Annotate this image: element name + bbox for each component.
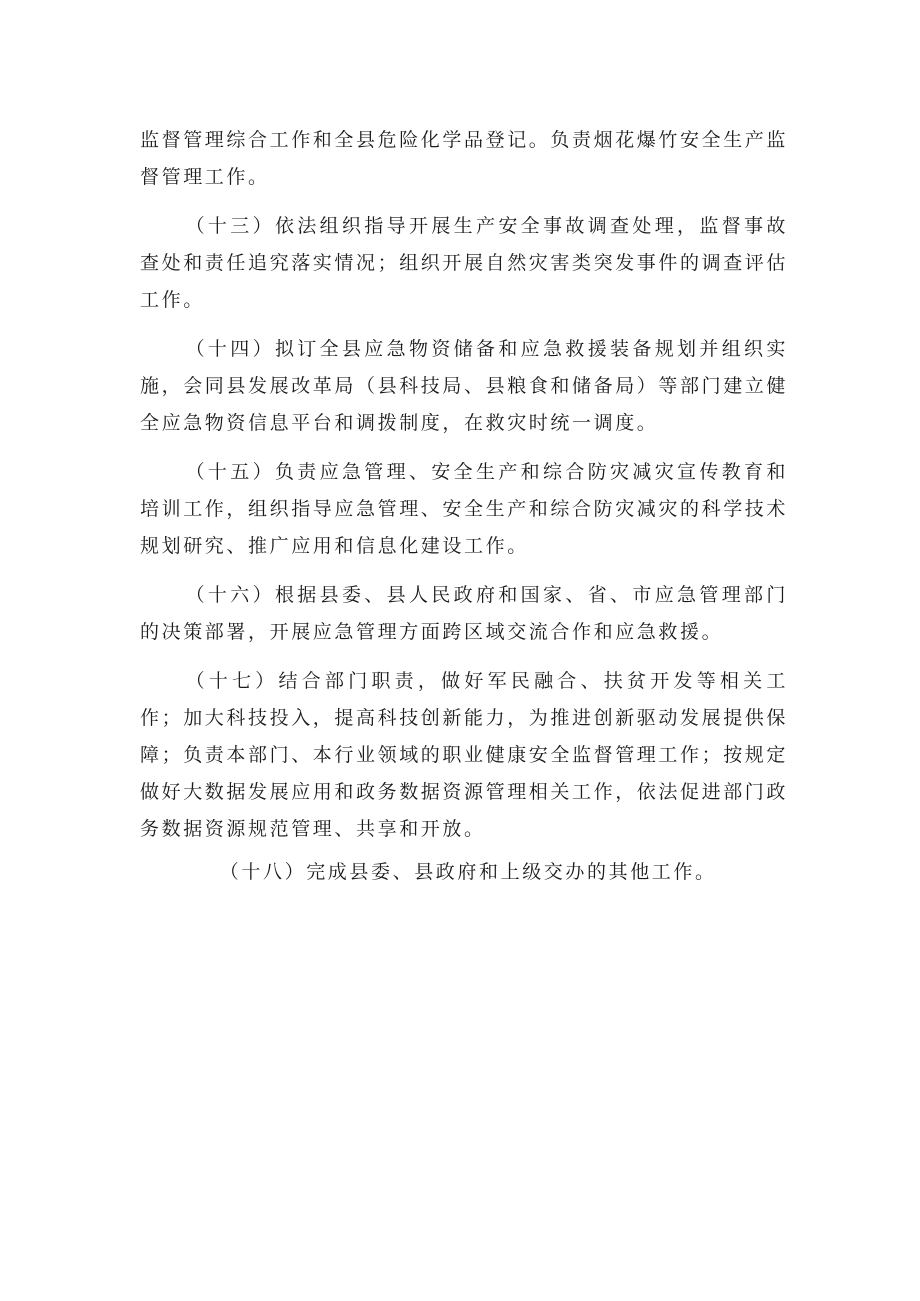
document-body bbox=[140, 122, 788, 903]
paragraph-item-18: （十八）完成县委、县政府和上级交办的其他工作。 bbox=[219, 861, 717, 883]
paragraph-item-15: （十五）负责应急管理、安全生产和综合防灾减灾宣传教育和培训工作，组织指导应急管理、安全生产和综合防灾减灾的科学技术规划研究、推广应用和信息化建设工作。 bbox=[140, 461, 789, 557]
paragraph-item-14: （十四）拟订全县应急物资储备和应急救援装备规划并组织实施，会同县发展改革局（县科技局、县粮食和储备局）等部门建立健全应急物资信息平台和调拨制度，在救灾时统一调度。 bbox=[140, 338, 789, 434]
paragraph-continued: 监督管理综合工作和全县危险化学品登记。负责烟花爆竹安全生产监督管理工作。 bbox=[140, 129, 789, 188]
paragraph-item-16: （十六）根据县委、县人民政府和国家、省、市应急管理部门的决策部署，开展应急管理方面跨区域交流合作和应急救援。 bbox=[140, 584, 788, 643]
paragraph-item-13: （十三）依法组织指导开展生产安全事故调查处理，监督事故查处和责任追究落实情况；组织开展自然灾害类突发事件的调查评估工作。 bbox=[140, 215, 789, 311]
paragraph-item-17: （十七）结合部门职责，做好军民融合、扶贫开发等相关工作；加大科技投入，提高科技创新能力，为推进创新驱动发展提供保障；负责本部门、本行业领域的职业健康安全监督管理工作；按规定做好大数据发展应用和政务数据资源管理相关工作，依法促进部门政务数据资源规范管理、共享和开放。 bbox=[140, 670, 789, 840]
